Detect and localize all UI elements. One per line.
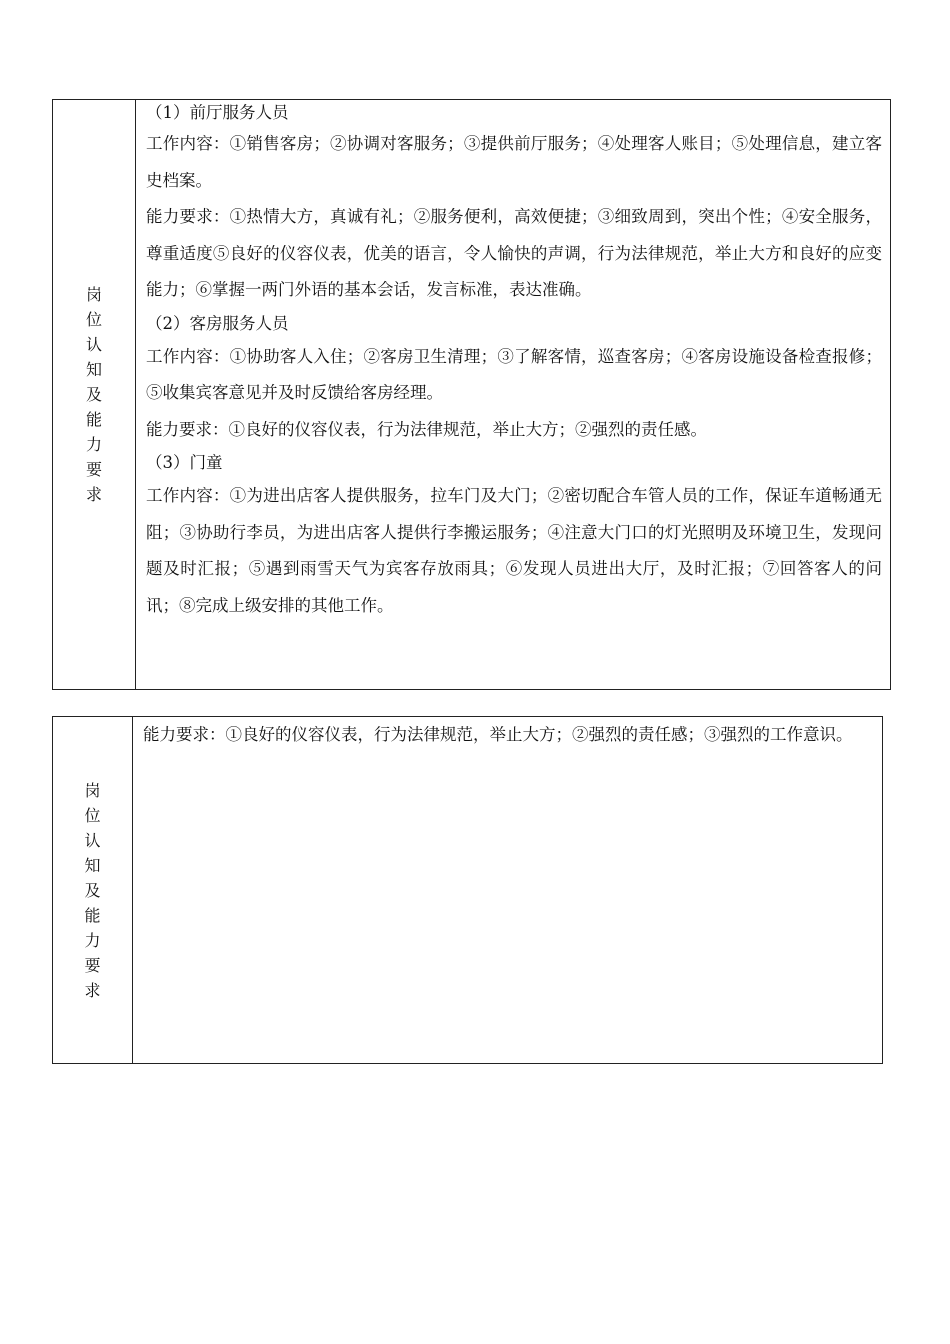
label-char: 要 xyxy=(84,955,101,975)
label-char: 能 xyxy=(85,410,102,429)
label-char: 岗 xyxy=(84,780,101,800)
housekeeping-ability-requirements: 能力要求：①良好的仪容仪表，行为法律规范，举止大方；②强烈的责任感。 xyxy=(146,419,707,439)
label-char: 知 xyxy=(85,360,102,379)
label-char: 知 xyxy=(84,855,101,875)
label-char: 位 xyxy=(85,310,102,329)
label-char: 求 xyxy=(84,980,101,1000)
front-desk-heading: （1）前厅服务人员 xyxy=(146,103,289,122)
doorman-work-content: 工作内容：①为进出店客人提供服务，拉车门及大门；②密切配合车管人员的工作，保证车道畅通无阻；③协助行李员，为进出店客人提供行李搬运服务；④注意大门口的灯光照明及环境卫生，发现问题及时汇报；⑤遇到雨雪天气为宾客存放雨具；⑥发现人员进出大厅，及时汇报；⑦回答客人的问讯；⑧完成上级安排的其他工作。 xyxy=(146,486,882,615)
label-char: 岗 xyxy=(85,285,102,304)
doorman-ability-requirements: 能力要求：①良好的仪容仪表，行为法律规范，举止大方；②强烈的责任感；③强烈的工作意识。 xyxy=(143,725,853,744)
front-desk-work-content: 工作内容：①销售客房；②协调对客服务；③提供前厅服务；④处理客人账目；⑤处理信息，建立客史档案。 xyxy=(146,134,882,190)
content-cell xyxy=(133,717,882,1063)
position-requirements-table-1 xyxy=(52,99,891,690)
label-char: 认 xyxy=(84,830,101,850)
label-char: 力 xyxy=(85,435,102,454)
row-label-vertical xyxy=(84,778,100,1003)
label-char: 力 xyxy=(84,930,101,950)
label-char: 能 xyxy=(84,905,101,925)
position-requirements-table-2 xyxy=(52,716,883,1064)
label-char: 要 xyxy=(85,460,102,479)
housekeeping-work-content: 工作内容：①协助客人入住；②客房卫生清理；③了解客情，巡查客房；④客房设施设备检查报修；⑤收集宾客意见并及时反馈给客房经理。 xyxy=(146,346,882,402)
row-label-cell xyxy=(53,717,133,1063)
content-cell xyxy=(136,100,890,689)
row-label-vertical xyxy=(86,282,102,507)
label-char: 求 xyxy=(85,485,102,504)
doorman-heading: （3）门童 xyxy=(146,453,223,472)
front-desk-ability-requirements: 能力要求：①热情大方，真诚有礼；②服务便利，高效便捷；③细致周到，突出个性；④安全服务，尊重适度⑤良好的仪容仪表，优美的语言，令人愉快的声调，行为法律规范，举止大方和良好的应变能力；⑥掌握一两门外语的基本会话，发言标准，表达准确。 xyxy=(146,207,882,299)
row-label-cell xyxy=(53,100,136,689)
label-char: 及 xyxy=(85,385,102,404)
label-char: 认 xyxy=(85,335,102,354)
housekeeping-heading: （2）客房服务人员 xyxy=(146,313,289,333)
label-char: 及 xyxy=(84,880,101,900)
label-char: 位 xyxy=(84,805,101,825)
